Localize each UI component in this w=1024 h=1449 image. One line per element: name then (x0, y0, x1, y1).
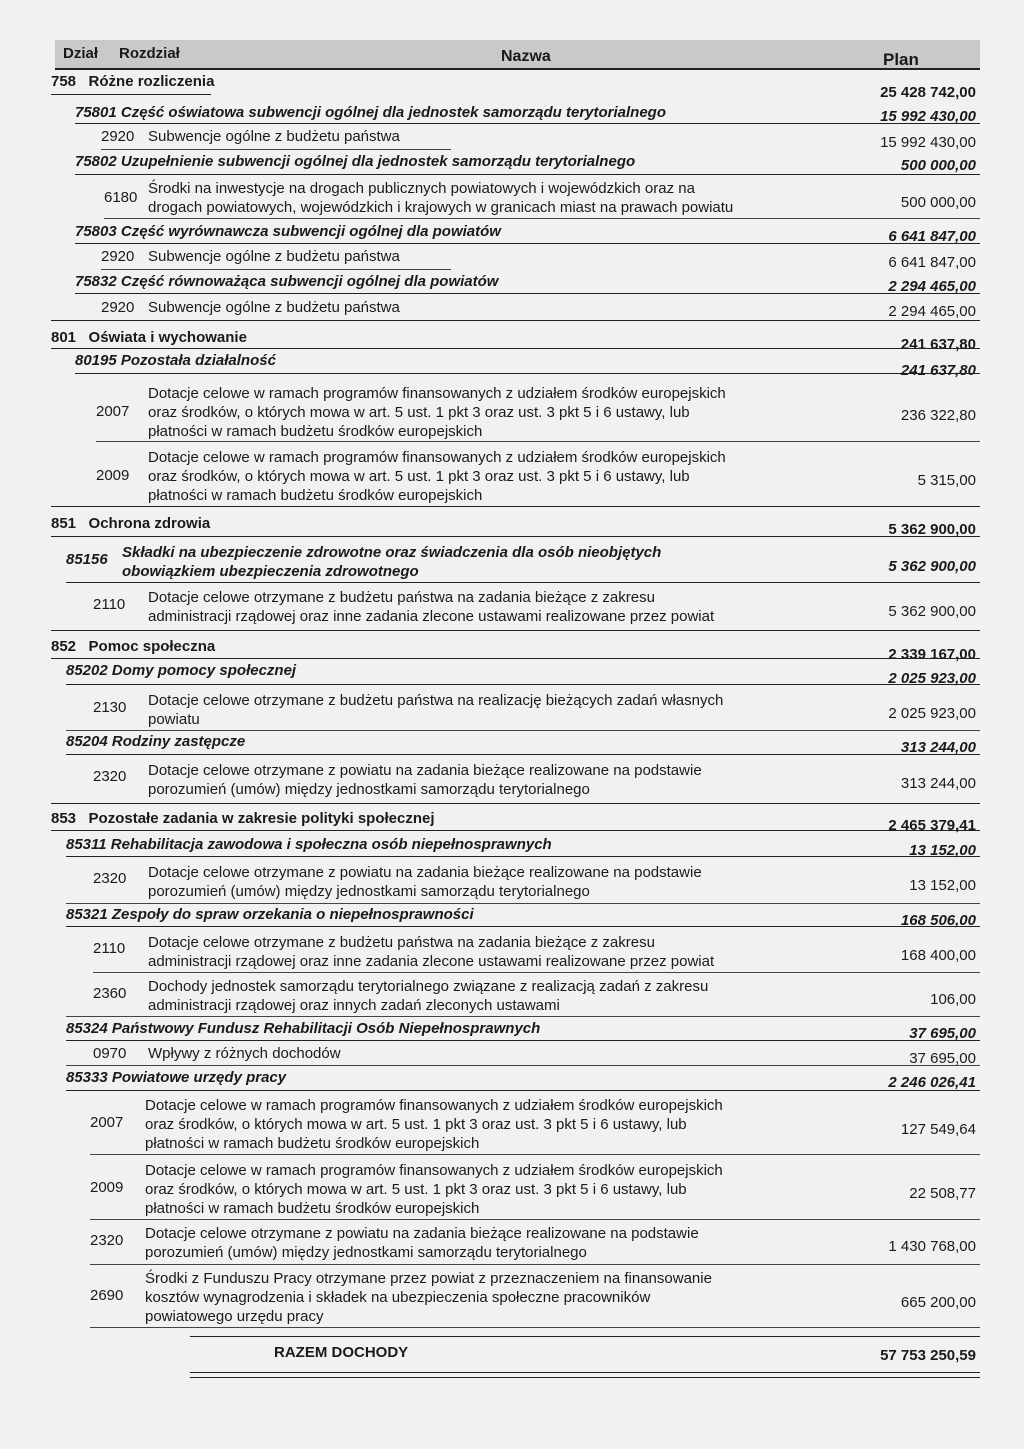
paragraf-amount: 5 362 900,00 (888, 603, 976, 620)
divider (66, 582, 980, 583)
rozdzial-amount: 37 695,00 (909, 1025, 976, 1042)
dzial-851 (51, 515, 210, 532)
paragraf-amount: 22 508,77 (909, 1185, 976, 1202)
total-bottom-rule (190, 1372, 980, 1373)
rozdzial-amount: 2 246 026,41 (888, 1074, 976, 1091)
divider (51, 506, 980, 507)
divider (93, 972, 980, 973)
rozdzial-amount: 13 152,00 (909, 842, 976, 859)
paragraf-amount: 1 430 768,00 (888, 1238, 976, 1255)
rozdzial-75802: 75802 Uzupełnienie subwencji ogólnej dla jednostek samorządu terytorialnego (75, 153, 636, 170)
paragraf-code: 2009 (96, 467, 130, 484)
divider (66, 856, 980, 857)
divider (51, 348, 980, 349)
dzial-758 (51, 73, 214, 90)
paragraf-text-3: płatności w ramach budżetu środków europejskich (145, 1135, 480, 1152)
paragraf-text: Wpływy z różnych dochodów (148, 1045, 341, 1062)
total-top-rule (190, 1336, 980, 1337)
header-rozdzial: Rozdział (119, 45, 180, 62)
paragraf-text-1: Środki na inwestycje na drogach publicznych powiatowych i wojewódzkich oraz na (148, 180, 695, 197)
paragraf-text-3: płatności w ramach budżetu środków europejskich (145, 1200, 480, 1217)
paragraf-code: 2320 (93, 870, 127, 887)
divider (51, 630, 980, 631)
dzial-name: Ochrona zdrowia (88, 515, 211, 532)
dzial-code: 853 (51, 810, 77, 827)
divider (66, 684, 980, 685)
paragraf-code: 2920 (101, 248, 135, 265)
divider (66, 1090, 980, 1091)
paragraf-code: 2130 (93, 699, 127, 716)
rozdzial-text-1: Składki na ubezpieczenie zdrowotne oraz świadczenia dla osób nieobjętych (122, 544, 662, 561)
paragraf-text-1: Dotacje celowe otrzymane z powiatu na zadania bieżące realizowane na podstawie (148, 762, 702, 779)
divider (96, 441, 980, 442)
divider (90, 1154, 980, 1155)
paragraf-code: 2009 (90, 1179, 124, 1196)
dzial-code: 852 (51, 638, 77, 655)
rozdzial-amount: 500 000,00 (900, 157, 976, 174)
paragraf-text-1: Dotacje celowe otrzymane z powiatu na zadania bieżące realizowane na podstawie (148, 864, 702, 881)
dzial-amount: 2 465 379,41 (888, 817, 976, 834)
paragraf-code: 2110 (93, 940, 126, 957)
rozdzial-amount: 168 506,00 (900, 912, 976, 929)
rozdzial-amount: 6 641 847,00 (888, 228, 976, 245)
paragraf-text-1: Dochody jednostek samorządu terytorialnego związane z realizacją zadań z zakresu (148, 978, 709, 995)
divider (51, 658, 980, 659)
paragraf-amount: 665 200,00 (900, 1294, 976, 1311)
rozdzial-85321: 85321 Zespoły do spraw orzekania o niepełnosprawności (66, 906, 474, 923)
divider (66, 1065, 980, 1066)
divider (66, 926, 980, 927)
paragraf-text-3: płatności w ramach budżetu środków europejskich (148, 423, 483, 440)
paragraf-text-3: powiatowego urzędu pracy (145, 1308, 324, 1325)
dzial-code: 758 (51, 73, 77, 90)
divider (75, 243, 980, 244)
paragraf-text-2: porozumień (umów) między jednostkami samorządu terytorialnego (148, 781, 590, 798)
paragraf-text-1: Dotacje celowe otrzymane z powiatu na zadania bieżące realizowane na podstawie (145, 1225, 699, 1242)
paragraf-amount: 500 000,00 (900, 194, 976, 211)
rozdzial-text-2: obowiązkiem ubezpieczenia zdrowotnego (122, 563, 419, 580)
paragraf-amount: 6 641 847,00 (888, 254, 976, 271)
divider (51, 320, 980, 321)
rozdzial-85202: 85202 Domy pomocy społecznej (66, 662, 297, 679)
rozdzial-85311: 85311 Rehabilitacja zawodowa i społeczna osób niepełnosprawnych (66, 836, 552, 853)
paragraf-amount: 37 695,00 (909, 1050, 976, 1067)
paragraf-text-2: porozumień (umów) między jednostkami samorządu terytorialnego (148, 883, 590, 900)
rozdzial-75832: 75832 Część równoważąca subwencji ogólnej dla powiatów (75, 273, 499, 290)
divider (75, 293, 980, 294)
paragraf-amount: 313 244,00 (900, 775, 976, 792)
divider (90, 1219, 980, 1220)
divider (66, 1040, 980, 1041)
header-plan: Plan (883, 50, 919, 69)
paragraf-text-2: oraz środków, o których mowa w art. 5 ust. 1 pkt 3 oraz ust. 3 pkt 5 i 6 ustawy, lub (145, 1181, 687, 1198)
divider (75, 174, 980, 175)
dzial-code: 801 (51, 329, 77, 346)
rozdzial-85324: 85324 Państwowy Fundusz Rehabilitacji Osób Niepełnosprawnych (66, 1020, 541, 1037)
dzial-code: 851 (51, 515, 77, 532)
divider (90, 1264, 980, 1265)
divider (51, 803, 980, 804)
paragraf-amount: 15 992 430,00 (880, 134, 976, 151)
paragraf-code: 2110 (93, 596, 126, 613)
paragraf-text: Subwencje ogólne z budżetu państwa (148, 128, 400, 145)
rozdzial-amount: 2 025 923,00 (888, 670, 976, 687)
paragraf-amount: 127 549,64 (900, 1121, 976, 1138)
paragraf-code: 2007 (96, 403, 130, 420)
paragraf-code: 2360 (93, 985, 127, 1002)
dzial-852 (51, 638, 215, 655)
dzial-name: Oświata i wychowanie (88, 329, 247, 346)
divider (66, 1016, 980, 1017)
header-nazwa: Nazwa (501, 48, 551, 65)
rozdzial-amount: 15 992 430,00 (880, 108, 976, 125)
paragraf-amount: 168 400,00 (900, 947, 976, 964)
paragraf-amount: 236 322,80 (900, 407, 976, 424)
total-bottom-rule-double (190, 1377, 980, 1378)
paragraf-text-1: Dotacje celowe otrzymane z budżetu państwa na zadania bieżące z zakresu (148, 934, 655, 951)
paragraf-text-3: płatności w ramach budżetu środków europejskich (148, 487, 483, 504)
rozdzial-amount: 313 244,00 (900, 739, 976, 756)
dzial-name: Różne rozliczenia (88, 73, 215, 90)
divider (51, 94, 211, 95)
paragraf-amount: 13 152,00 (909, 877, 976, 894)
paragraf-text-2: oraz środków, o których mowa w art. 5 ust. 1 pkt 3 oraz ust. 3 pkt 5 i 6 ustawy, lub (148, 468, 690, 485)
divider (75, 373, 980, 374)
paragraf-text-1: Dotacje celowe w ramach programów finansowanych z udziałem środków europejskich (148, 449, 726, 466)
paragraf-code: 2320 (93, 768, 127, 785)
paragraf-text-1: Dotacje celowe otrzymane z budżetu państwa na realizację bieżących zadań własnych (148, 692, 724, 709)
paragraf-text-2: porozumień (umów) między jednostkami samorządu terytorialnego (145, 1244, 587, 1261)
paragraf-code: 2320 (90, 1232, 124, 1249)
paragraf-code: 2920 (101, 299, 135, 316)
table-header (55, 40, 980, 70)
paragraf-text-2: drogach powiatowych, wojewódzkich i krajowych w granicach miast na prawach powiatu (148, 199, 734, 216)
paragraf-code: 2007 (90, 1114, 124, 1131)
header-dzial: Dział (63, 45, 99, 62)
paragraf-text-1: Dotacje celowe w ramach programów finansowanych z udziałem środków europejskich (145, 1097, 723, 1114)
paragraf-amount: 2 025 923,00 (888, 705, 976, 722)
paragraf-code: 2690 (90, 1287, 124, 1304)
paragraf-text-2: oraz środków, o których mowa w art. 5 ust. 1 pkt 3 oraz ust. 3 pkt 5 i 6 ustawy, lub (145, 1116, 687, 1133)
dzial-amount: 5 362 900,00 (888, 521, 976, 538)
divider (51, 830, 980, 831)
total-amount: 57 753 250,59 (880, 1347, 976, 1364)
paragraf-text-2: administracji rządowej oraz inne zadania zlecone ustawami realizowane przez powiat (148, 608, 715, 625)
paragraf-amount: 2 294 465,00 (888, 303, 976, 320)
paragraf-text: Subwencje ogólne z budżetu państwa (148, 299, 400, 316)
paragraf-text-1: Dotacje celowe w ramach programów finansowanych z udziałem środków europejskich (148, 385, 726, 402)
rozdzial-amount: 241 637,80 (900, 362, 976, 379)
divider (51, 536, 980, 537)
paragraf-text-1: Dotacje celowe otrzymane z budżetu państwa na zadania bieżące z zakresu (148, 589, 655, 606)
dzial-name: Pozostałe zadania w zakresie polityki społecznej (88, 810, 435, 827)
paragraf-text-2: kosztów wynagrodzenia i składek na ubezpieczenia społeczne pracowników (145, 1289, 651, 1306)
paragraf-amount: 5 315,00 (917, 472, 976, 489)
paragraf-amount: 106,00 (930, 991, 976, 1008)
dzial-amount: 241 637,80 (900, 336, 976, 353)
paragraf-text-2: administracji rządowej oraz inne zadania zlecone ustawami realizowane przez powiat (148, 953, 715, 970)
rozdzial-amount: 2 294 465,00 (888, 278, 976, 295)
divider (104, 218, 980, 219)
rozdzial-code: 85156 (66, 551, 108, 568)
rozdzial-amount: 5 362 900,00 (888, 558, 976, 575)
paragraf-text-1: Dotacje celowe w ramach programów finansowanych z udziałem środków europejskich (145, 1162, 723, 1179)
divider (101, 149, 451, 150)
dzial-amount: 25 428 742,00 (880, 84, 976, 101)
divider (66, 754, 980, 755)
paragraf-text: Subwencje ogólne z budżetu państwa (148, 248, 400, 265)
divider (66, 903, 980, 904)
rozdzial-75801: 75801 Część oświatowa subwencji ogólnej dla jednostek samorządu terytorialnego (75, 104, 667, 121)
rozdzial-75803: 75803 Część wyrównawcza subwencji ogólnej dla powiatów (75, 223, 501, 240)
rozdzial-85204: 85204 Rodziny zastępcze (66, 733, 246, 750)
paragraf-code: 0970 (93, 1045, 127, 1062)
paragraf-text-2: oraz środków, o których mowa w art. 5 ust. 1 pkt 3 oraz ust. 3 pkt 5 i 6 ustawy, lub (148, 404, 690, 421)
rozdzial-85333: 85333 Powiatowe urzędy pracy (66, 1069, 287, 1086)
paragraf-text-2: administracji rządowej oraz innych zadań zleconych ustawami (148, 997, 560, 1014)
divider (75, 123, 980, 124)
dzial-name: Pomoc społeczna (88, 638, 216, 655)
divider (90, 1327, 980, 1328)
paragraf-text-2: powiatu (148, 711, 200, 728)
divider (101, 269, 451, 270)
dzial-853 (51, 810, 435, 827)
dzial-amount: 2 339 167,00 (888, 646, 976, 663)
divider (66, 730, 980, 731)
paragraf-text-1: Środki z Funduszu Pracy otrzymane przez powiat z przeznaczeniem na finansowanie (145, 1270, 712, 1287)
total-label: RAZEM DOCHODY (274, 1344, 409, 1361)
paragraf-code: 6180 (104, 189, 138, 206)
paragraf-code: 2920 (101, 128, 135, 145)
rozdzial-80195: 80195 Pozostała działalność (75, 352, 276, 369)
dzial-801 (51, 329, 247, 346)
